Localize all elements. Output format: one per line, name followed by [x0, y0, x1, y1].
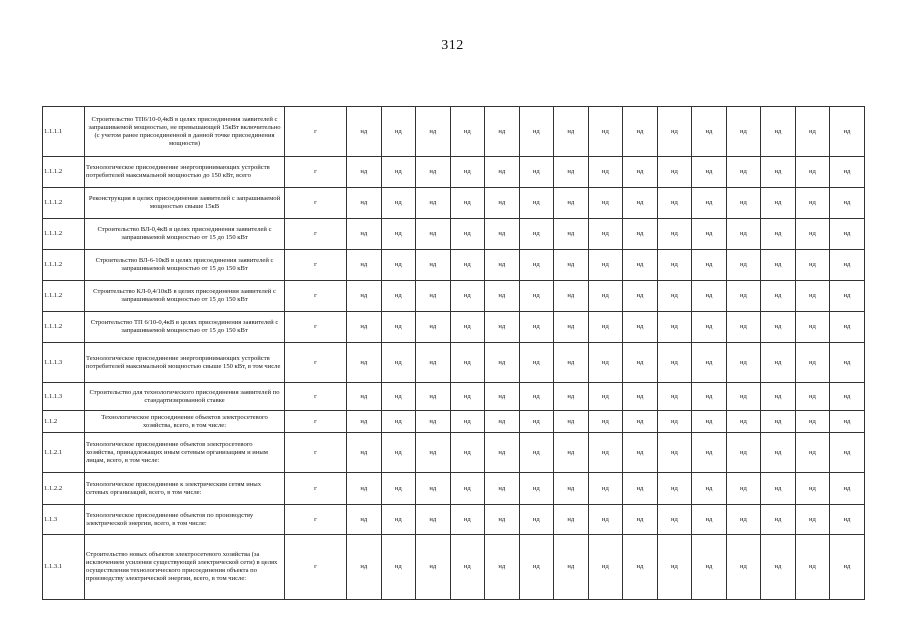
table-row [43, 411, 865, 433]
value-cell: нд [588, 535, 623, 600]
value-cell: нд [830, 433, 865, 473]
value-cell: нд [830, 473, 865, 505]
value-cell: нд [485, 312, 520, 343]
value-cell: нд [416, 157, 451, 188]
value-cell: нд [726, 107, 761, 157]
row-unit: г [285, 473, 347, 505]
value-cell: нд [761, 312, 796, 343]
value-cell: нд [795, 473, 830, 505]
value-cell: нд [830, 312, 865, 343]
table-row [43, 188, 865, 219]
value-cell: нд [347, 535, 382, 600]
table-row [43, 250, 865, 281]
value-cell: нд [761, 473, 796, 505]
value-cell: нд [519, 505, 554, 535]
value-cell: нд [795, 343, 830, 383]
value-cell: нд [519, 250, 554, 281]
value-cell: нд [761, 411, 796, 433]
value-cell: нд [795, 157, 830, 188]
value-cell: нд [830, 107, 865, 157]
row-code: 1.1.2 [43, 411, 85, 433]
row-unit: г [285, 188, 347, 219]
value-cell: нд [554, 157, 589, 188]
value-cell: нд [726, 505, 761, 535]
value-cell: нд [657, 188, 692, 219]
row-code: 1.1.1.1 [43, 107, 85, 157]
value-cell: нд [347, 343, 382, 383]
value-cell: нд [416, 383, 451, 411]
value-cell: нд [692, 411, 727, 433]
row-name: Строительство ТП6/10-0,4кВ в целях присоединения заявителей с запрашиваемой мощностью, не превышающей 15кВт включительно (с учетом ранее присоединенной в данной точке присоединения мощности) [85, 107, 285, 157]
value-cell: нд [692, 188, 727, 219]
value-cell: нд [381, 411, 416, 433]
row-name: Строительство ТП 6/10-0,4кВ в целях присоединения заявителей с запрашиваемой мощностью от 15 до 150 кВт [85, 312, 285, 343]
value-cell: нд [519, 535, 554, 600]
value-cell: нд [519, 219, 554, 250]
value-cell: нд [692, 535, 727, 600]
value-cell: нд [692, 281, 727, 312]
row-code: 1.1.1.2 [43, 188, 85, 219]
value-cell: нд [623, 411, 658, 433]
row-unit: г [285, 107, 347, 157]
value-cell: нд [485, 433, 520, 473]
value-cell: нд [588, 383, 623, 411]
value-cell: нд [795, 250, 830, 281]
value-cell: нд [485, 411, 520, 433]
value-cell: нд [692, 343, 727, 383]
value-cell: нд [588, 312, 623, 343]
value-cell: нд [623, 250, 658, 281]
value-cell: нд [450, 281, 485, 312]
value-cell: нд [554, 343, 589, 383]
value-cell: нд [347, 281, 382, 312]
table-body [43, 107, 865, 600]
value-cell: нд [623, 473, 658, 505]
value-cell: нд [588, 343, 623, 383]
value-cell: нд [657, 219, 692, 250]
row-unit: г [285, 281, 347, 312]
value-cell: нд [726, 188, 761, 219]
row-unit: г [285, 219, 347, 250]
value-cell: нд [657, 383, 692, 411]
value-cell: нд [347, 411, 382, 433]
row-name: Строительство новых объектов электросетевого хозяйства (за исключением усиления существующей электрической сети) в целях осуществления технологического присоединения объекта по производству электрической энергии, всего, в том числе: [85, 535, 285, 600]
value-cell: нд [381, 535, 416, 600]
value-cell: нд [485, 250, 520, 281]
value-cell: нд [416, 250, 451, 281]
value-cell: нд [795, 535, 830, 600]
value-cell: нд [554, 473, 589, 505]
value-cell: нд [519, 411, 554, 433]
value-cell: нд [416, 433, 451, 473]
value-cell: нд [657, 281, 692, 312]
value-cell: нд [347, 312, 382, 343]
value-cell: нд [726, 343, 761, 383]
value-cell: нд [416, 411, 451, 433]
row-unit: г [285, 250, 347, 281]
value-cell: нд [726, 383, 761, 411]
value-cell: нд [347, 383, 382, 411]
value-cell: нд [381, 433, 416, 473]
value-cell: нд [485, 473, 520, 505]
value-cell: нд [761, 433, 796, 473]
row-name: Технологическое присоединение энергопринимающих устройств потребителей максимальной мощностью до 150 кВт, всего [85, 157, 285, 188]
value-cell: нд [381, 250, 416, 281]
value-cell: нд [554, 219, 589, 250]
value-cell: нд [416, 343, 451, 383]
row-name: Технологическое присоединение объектов по производству электрической энергии, всего, в том числе: [85, 505, 285, 535]
value-cell: нд [726, 411, 761, 433]
row-code: 1.1.1.3 [43, 383, 85, 411]
row-code: 1.1.1.2 [43, 157, 85, 188]
value-cell: нд [830, 250, 865, 281]
value-cell: нд [519, 383, 554, 411]
value-cell: нд [381, 343, 416, 383]
value-cell: нд [588, 219, 623, 250]
value-cell: нд [588, 473, 623, 505]
value-cell: нд [519, 473, 554, 505]
value-cell: нд [657, 343, 692, 383]
row-code: 1.1.3.1 [43, 535, 85, 600]
value-cell: нд [416, 505, 451, 535]
row-name: Технологическое присоединение энергопринимающих устройств потребителей максимальной мощностью свыше 150 кВт, в том числе [85, 343, 285, 383]
value-cell: нд [485, 219, 520, 250]
row-unit: г [285, 312, 347, 343]
table-row [43, 343, 865, 383]
value-cell: нд [830, 188, 865, 219]
value-cell: нд [347, 473, 382, 505]
value-cell: нд [761, 157, 796, 188]
value-cell: нд [381, 157, 416, 188]
value-cell: нд [761, 281, 796, 312]
value-cell: нд [381, 281, 416, 312]
table-row [43, 383, 865, 411]
value-cell: нд [795, 411, 830, 433]
value-cell: нд [830, 219, 865, 250]
value-cell: нд [830, 411, 865, 433]
value-cell: нд [692, 473, 727, 505]
value-cell: нд [761, 505, 796, 535]
value-cell: нд [347, 157, 382, 188]
value-cell: нд [761, 383, 796, 411]
value-cell: нд [381, 219, 416, 250]
row-name: Технологическое присоединение объектов электросетевого хозяйства, принадлежащих иным сетевым организациям и иным лицам, всего, в том числе: [85, 433, 285, 473]
value-cell: нд [795, 505, 830, 535]
value-cell: нд [795, 312, 830, 343]
value-cell: нд [623, 343, 658, 383]
value-cell: нд [726, 250, 761, 281]
value-cell: нд [657, 312, 692, 343]
value-cell: нд [554, 505, 589, 535]
row-code: 1.1.1.3 [43, 343, 85, 383]
value-cell: нд [588, 433, 623, 473]
row-name: Строительство для технологического присоединения заявителей по стандартизированной ставке [85, 383, 285, 411]
value-cell: нд [519, 343, 554, 383]
value-cell: нд [347, 219, 382, 250]
value-cell: нд [830, 281, 865, 312]
value-cell: нд [588, 411, 623, 433]
value-cell: нд [623, 505, 658, 535]
data-table [42, 106, 865, 600]
row-name: Реконструкция в целях присоединения заявителей с запрашиваемой мощностью свыше 15кВ [85, 188, 285, 219]
value-cell: нд [450, 433, 485, 473]
row-name: Строительство ВЛ-6-10кВ в целях присоединения заявителей с запрашиваемой мощностью от 15 до 150 кВт [85, 250, 285, 281]
value-cell: нд [657, 411, 692, 433]
value-cell: нд [554, 250, 589, 281]
value-cell: нд [726, 535, 761, 600]
value-cell: нд [726, 219, 761, 250]
value-cell: нд [450, 107, 485, 157]
row-code: 1.1.1.2 [43, 281, 85, 312]
value-cell: нд [450, 219, 485, 250]
value-cell: нд [657, 433, 692, 473]
value-cell: нд [450, 312, 485, 343]
value-cell: нд [381, 107, 416, 157]
value-cell: нд [692, 312, 727, 343]
value-cell: нд [657, 250, 692, 281]
value-cell: нд [554, 411, 589, 433]
value-cell: нд [450, 250, 485, 281]
value-cell: нд [450, 188, 485, 219]
value-cell: нд [726, 157, 761, 188]
value-cell: нд [726, 473, 761, 505]
value-cell: нд [692, 433, 727, 473]
value-cell: нд [416, 219, 451, 250]
value-cell: нд [381, 473, 416, 505]
value-cell: нд [485, 505, 520, 535]
row-unit: г [285, 433, 347, 473]
value-cell: нд [450, 343, 485, 383]
row-unit: г [285, 535, 347, 600]
value-cell: нд [761, 535, 796, 600]
value-cell: нд [485, 343, 520, 383]
value-cell: нд [623, 157, 658, 188]
row-name: Технологическое присоединение объектов электросетевого хозяйства, всего, в том числе: [85, 411, 285, 433]
value-cell: нд [485, 281, 520, 312]
value-cell: нд [692, 250, 727, 281]
value-cell: нд [623, 188, 658, 219]
value-cell: нд [657, 505, 692, 535]
value-cell: нд [623, 281, 658, 312]
value-cell: нд [761, 107, 796, 157]
value-cell: нд [588, 281, 623, 312]
table-row [43, 312, 865, 343]
row-code: 1.1.3 [43, 505, 85, 535]
row-name: Строительство ВЛ-0,4кВ в целях присоединения заявителей с запрашиваемой мощностью от 15 до 150 кВт [85, 219, 285, 250]
value-cell: нд [795, 383, 830, 411]
value-cell: нд [657, 473, 692, 505]
value-cell: нд [416, 473, 451, 505]
row-code: 1.1.1.2 [43, 219, 85, 250]
table-row [43, 157, 865, 188]
value-cell: нд [450, 157, 485, 188]
value-cell: нд [623, 535, 658, 600]
value-cell: нд [830, 343, 865, 383]
value-cell: нд [347, 433, 382, 473]
value-cell: нд [795, 433, 830, 473]
value-cell: нд [761, 188, 796, 219]
value-cell: нд [830, 505, 865, 535]
table-row [43, 281, 865, 312]
value-cell: нд [554, 433, 589, 473]
value-cell: нд [623, 383, 658, 411]
value-cell: нд [450, 505, 485, 535]
value-cell: нд [795, 281, 830, 312]
value-cell: нд [554, 383, 589, 411]
table-row [43, 433, 865, 473]
value-cell: нд [519, 312, 554, 343]
row-unit: г [285, 411, 347, 433]
value-cell: нд [450, 535, 485, 600]
value-cell: нд [381, 188, 416, 219]
value-cell: нд [416, 281, 451, 312]
value-cell: нд [657, 535, 692, 600]
value-cell: нд [554, 188, 589, 219]
value-cell: нд [830, 383, 865, 411]
row-unit: г [285, 343, 347, 383]
value-cell: нд [623, 433, 658, 473]
value-cell: нд [623, 312, 658, 343]
value-cell: нд [554, 107, 589, 157]
row-code: 1.1.2.1 [43, 433, 85, 473]
value-cell: нд [795, 107, 830, 157]
value-cell: нд [381, 383, 416, 411]
value-cell: нд [554, 281, 589, 312]
value-cell: нд [416, 535, 451, 600]
value-cell: нд [416, 312, 451, 343]
value-cell: нд [692, 505, 727, 535]
value-cell: нд [347, 188, 382, 219]
row-unit: г [285, 383, 347, 411]
table-row [43, 107, 865, 157]
row-name: Технологическое присоединение к электрическим сетям иных сетевых организаций, всего, в том числе: [85, 473, 285, 505]
table-row [43, 473, 865, 505]
value-cell: нд [485, 535, 520, 600]
value-cell: нд [761, 250, 796, 281]
value-cell: нд [588, 107, 623, 157]
value-cell: нд [588, 188, 623, 219]
value-cell: нд [588, 250, 623, 281]
table-row [43, 505, 865, 535]
value-cell: нд [519, 188, 554, 219]
value-cell: нд [554, 535, 589, 600]
table-row [43, 535, 865, 600]
value-cell: нд [450, 473, 485, 505]
value-cell: нд [761, 343, 796, 383]
value-cell: нд [657, 107, 692, 157]
value-cell: нд [450, 383, 485, 411]
value-cell: нд [795, 188, 830, 219]
row-name: Строительство КЛ-0,4/10кВ в целях присоединения заявителей с запрашиваемой мощностью от 15 до 150 кВт [85, 281, 285, 312]
value-cell: нд [726, 312, 761, 343]
row-code: 1.1.2.2 [43, 473, 85, 505]
value-cell: нд [692, 157, 727, 188]
value-cell: нд [519, 157, 554, 188]
value-cell: нд [347, 505, 382, 535]
value-cell: нд [347, 107, 382, 157]
value-cell: нд [588, 157, 623, 188]
value-cell: нд [381, 312, 416, 343]
value-cell: нд [726, 281, 761, 312]
page-number: 312 [441, 38, 464, 53]
value-cell: нд [416, 107, 451, 157]
value-cell: нд [830, 535, 865, 600]
value-cell: нд [450, 411, 485, 433]
value-cell: нд [657, 157, 692, 188]
value-cell: нд [485, 383, 520, 411]
value-cell: нд [692, 383, 727, 411]
value-cell: нд [381, 505, 416, 535]
value-cell: нд [623, 107, 658, 157]
value-cell: нд [692, 219, 727, 250]
value-cell: нд [519, 433, 554, 473]
table-row [43, 219, 865, 250]
value-cell: нд [519, 281, 554, 312]
value-cell: нд [726, 433, 761, 473]
row-code: 1.1.1.2 [43, 250, 85, 281]
value-cell: нд [554, 312, 589, 343]
value-cell: нд [795, 219, 830, 250]
row-unit: г [285, 505, 347, 535]
value-cell: нд [485, 188, 520, 219]
value-cell: нд [347, 250, 382, 281]
value-cell: нд [761, 219, 796, 250]
value-cell: нд [485, 107, 520, 157]
row-unit: г [285, 157, 347, 188]
value-cell: нд [519, 107, 554, 157]
value-cell: нд [623, 219, 658, 250]
value-cell: нд [485, 157, 520, 188]
value-cell: нд [830, 157, 865, 188]
value-cell: нд [692, 107, 727, 157]
value-cell: нд [588, 505, 623, 535]
value-cell: нд [416, 188, 451, 219]
row-code: 1.1.1.2 [43, 312, 85, 343]
